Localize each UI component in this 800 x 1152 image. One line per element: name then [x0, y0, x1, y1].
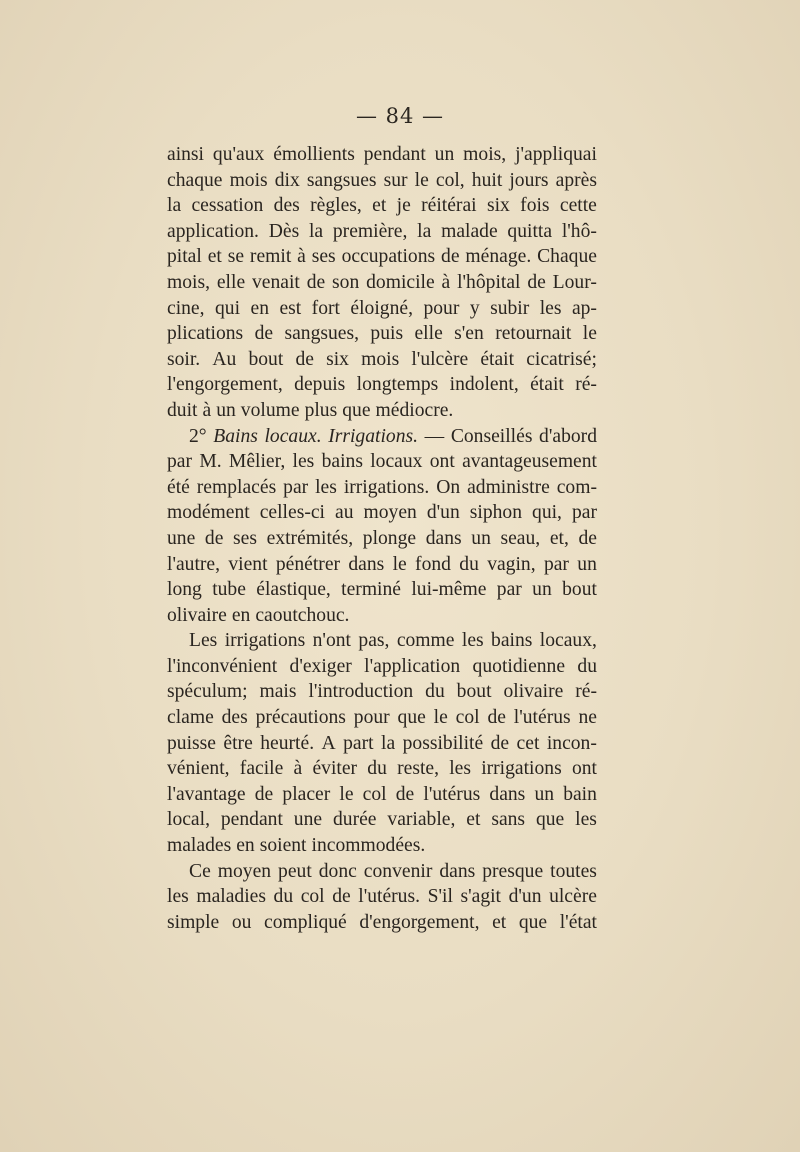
text-line: spéculum; mais l'introduction du bout olivaire ré- [167, 681, 597, 703]
text-line: vénient, facile à éviter du reste, les irrigations ont [167, 758, 597, 780]
text-line: ainsi qu'aux émollients pendant un mois, j'appliquai [167, 144, 597, 165]
text-line: l'engorgement, depuis longtemps indolent, était ré- [167, 374, 597, 396]
text-line: Ce moyen peut donc convenir dans presque toutes [189, 860, 597, 882]
text-line: cine, qui en est fort éloigné, pour y subir les ap- [167, 297, 597, 319]
text-line: plications de sangsues, puis elle s'en retournait le [167, 323, 597, 345]
text-line: 2° Bains locaux. Irrigations. — Conseillés d'abord [189, 425, 597, 447]
page-number: — 84 — [355, 104, 445, 128]
text-line: long tube élastique, terminé lui-même par un bout [167, 579, 597, 601]
text-line: une de ses extrémités, plonge dans un seau, et, de [167, 527, 597, 549]
text-line: clame des précautions pour que le col de l'utérus ne [167, 707, 597, 729]
text-line: duit à un volume plus que médiocre. [167, 399, 454, 421]
text-line: simple ou compliqué d'engorgement, et que l'état [167, 911, 597, 933]
text-line: modément celles-ci au moyen d'un siphon qui, par [167, 502, 597, 524]
text-line: l'inconvénient d'exiger l'application quotidienne du [167, 655, 597, 677]
text-line: olivaire en caoutchouc. [167, 604, 350, 626]
text-line: été remplacés par les irrigations. On administre com- [167, 476, 597, 498]
text-line: malades en soient incommodées. [167, 835, 426, 857]
body-text [167, 142, 597, 935]
text-line: application. Dès la première, la malade quitta l'hô- [167, 220, 597, 242]
text-line: par M. Mêlier, les bains locaux ont avantageusement [167, 451, 597, 473]
text-line: mois, elle venait de son domicile à l'hôpital de Lour- [167, 271, 597, 293]
text-line: puisse être heurté. A part la possibilité de cet incon- [167, 732, 597, 754]
text-line: chaque mois dix sangsues sur le col, huit jours après [167, 169, 597, 191]
text-line: l'avantage de placer le col de l'utérus dans un bain [167, 783, 597, 805]
text-line: soir. Au bout de six mois l'ulcère était cicatrisé; [167, 348, 597, 370]
text-line: l'autre, vient pénétrer dans le fond du vagin, par un [167, 553, 597, 575]
text-line: pital et se remit à ses occupations de ménage. Chaque [167, 246, 597, 268]
text-line: local, pendant une durée variable, et sans que les [167, 809, 597, 831]
text-line: Les irrigations n'ont pas, comme les bains locaux, [189, 630, 597, 652]
text-line: les maladies du col de l'utérus. S'il s'agit d'un ulcère [167, 886, 597, 908]
text-line: la cessation des règles, et je réitérai six fois cette [167, 195, 597, 217]
